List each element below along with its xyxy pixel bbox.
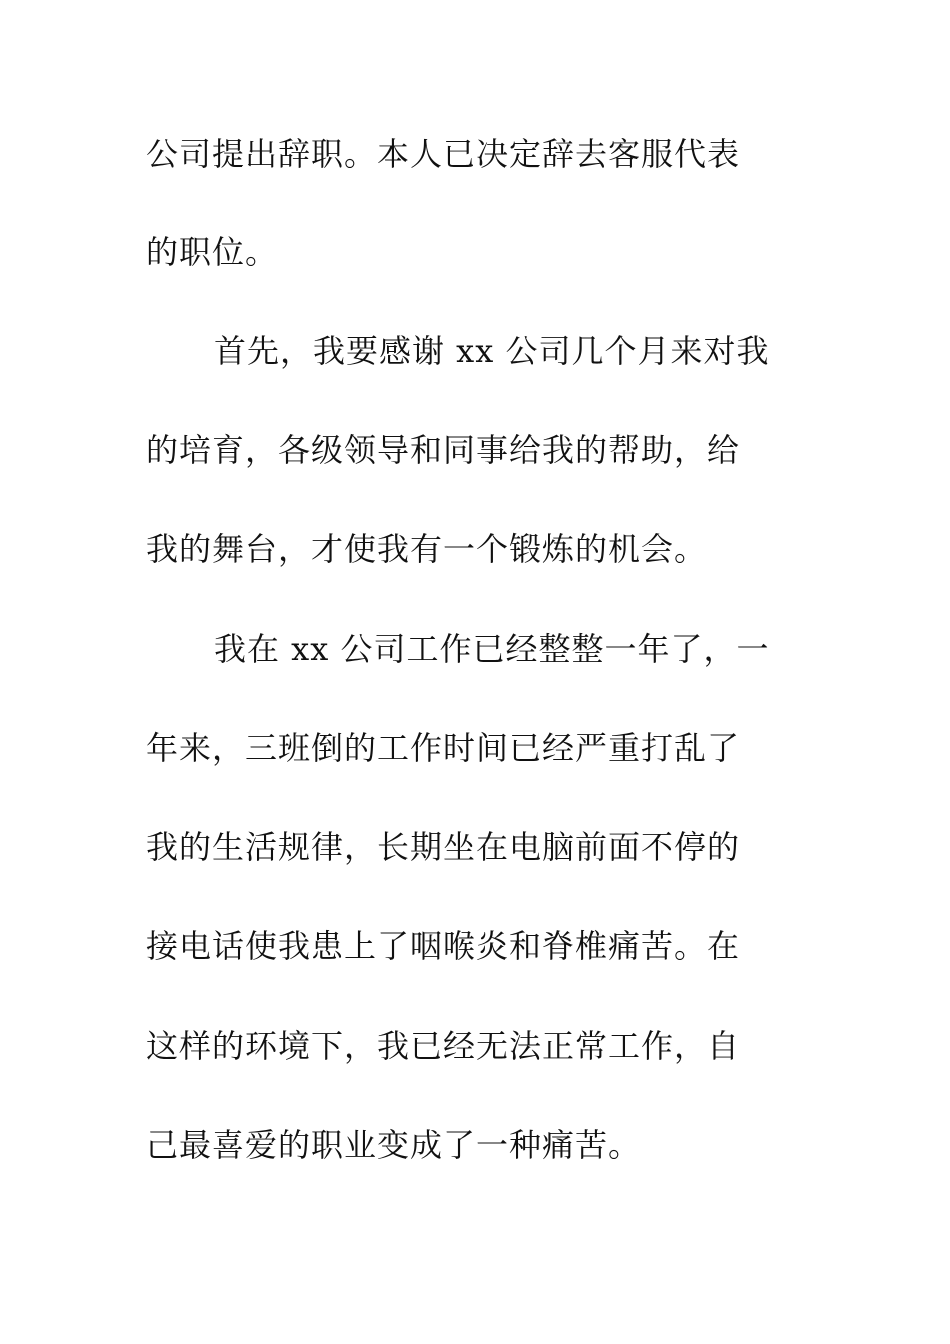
paragraph-2-line-2: 的培育，各级领导和同事给我的帮助，给 <box>146 431 741 469</box>
paragraph-3-line-3: 我的生活规律，长期坐在电脑前面不停的 <box>146 828 741 866</box>
paragraph-2-line-1: 首先，我要感谢 xx 公司几个月来对我 <box>214 332 770 370</box>
paragraph-3-line-2: 年来，三班倒的工作时间已经严重打乱了 <box>146 729 741 767</box>
paragraph-3-line-5: 这样的环境下，我已经无法正常工作，自 <box>146 1027 741 1065</box>
paragraph-3-line-6: 己最喜爱的职业变成了一种痛苦。 <box>146 1126 642 1164</box>
text-line-2: 的职位。 <box>146 233 279 271</box>
paragraph-3-line-1: 我在 xx 公司工作已经整整一年了，一 <box>214 630 770 668</box>
paragraph-2-line-3: 我的舞台，才使我有一个锻炼的机会。 <box>146 530 708 568</box>
text-line-1: 公司提出辞职。本人已决定辞去客服代表 <box>146 135 741 173</box>
paragraph-3-line-4: 接电话使我患上了咽喉炎和脊椎痛苦。在 <box>146 927 741 965</box>
